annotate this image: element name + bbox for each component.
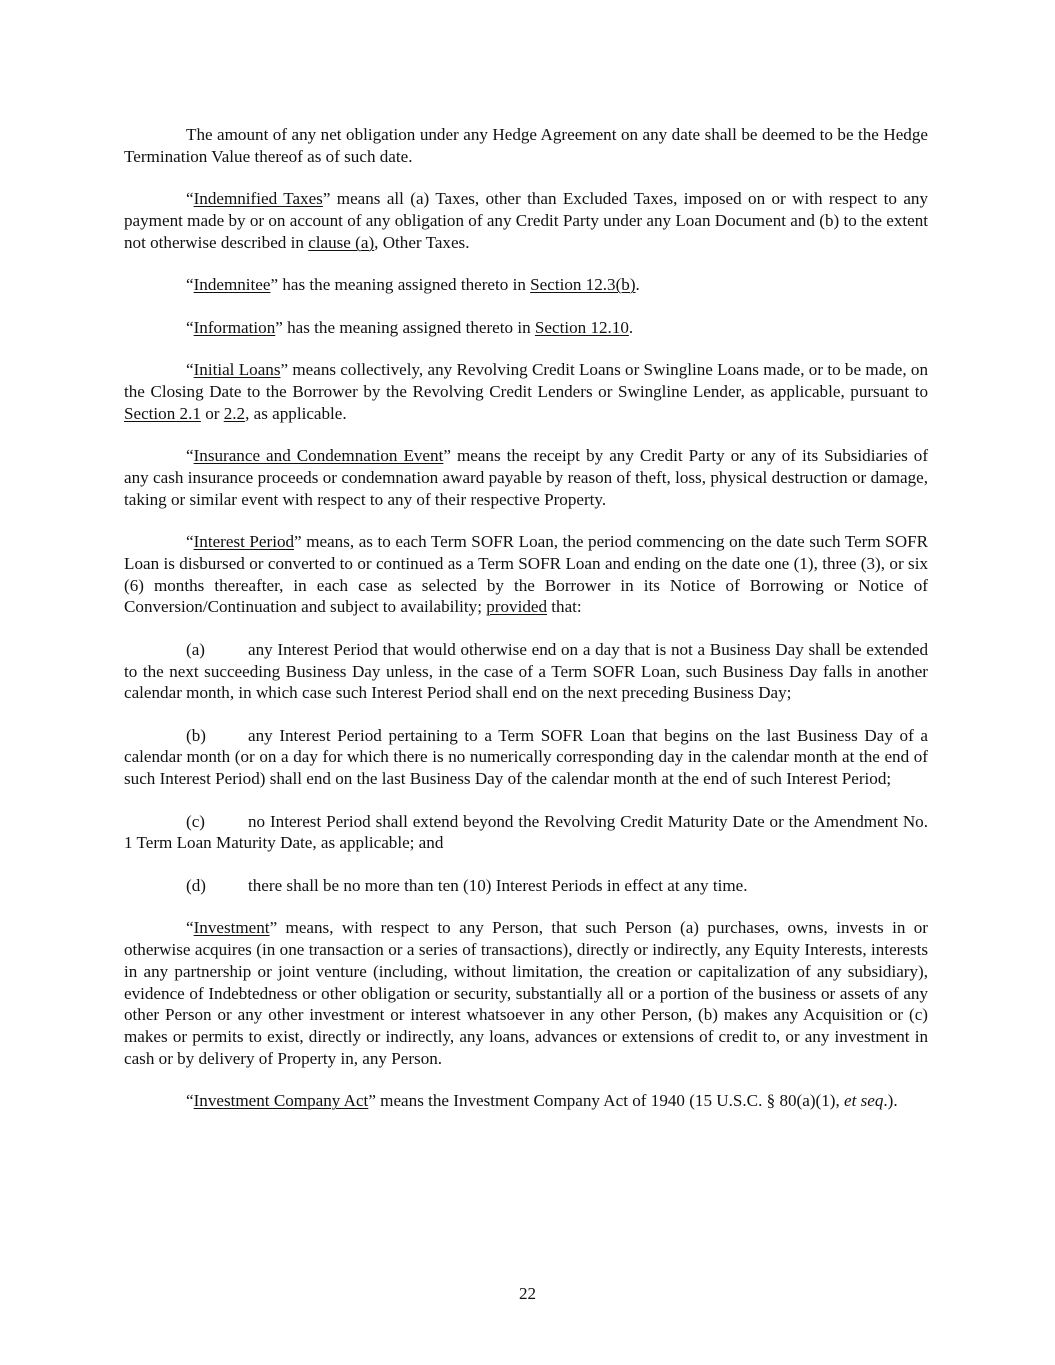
defined-term: Initial Loans — [193, 359, 281, 379]
clause-d — [124, 875, 928, 897]
definition-text: that: — [547, 597, 582, 617]
defined-term: Indemnitee — [193, 275, 271, 295]
definition-text: ” means the receipt by any Credit Party or any of its Subsidiaries of any cash insurance proceeds or condemnation award payable by reason of theft, loss, physical destruction or damage, taking or similar event with respect to any of their respective Property. — [124, 445, 929, 509]
clause-b — [124, 725, 928, 790]
open-quote: “ — [186, 1091, 194, 1111]
definition-indemnified-taxes — [124, 188, 928, 253]
open-quote: “ — [186, 359, 194, 379]
open-quote: “ — [186, 445, 194, 465]
definition-text: ” means collectively, any Revolving Credit Loans or Swingline Loans made, or to be made, on the Closing Date to the Borrower by the Revolving Credit Lenders or Swingline Lender, as applicable, pursuant to — [124, 359, 929, 401]
definition-text: , as applicable. — [245, 403, 347, 423]
page-number: 22 — [518, 1284, 537, 1303]
definition-information — [124, 317, 928, 339]
definition-text: ” means, as to each Term SOFR Loan, the period commencing on the date such Term SOFR Loan is disbursed or converted to or continued as a Term SOFR Loan and ending on the date one (1), three (3), or six (6) months thereafter, in each case as selected by the Borrower in its Notice of Borrowing or Notice of Conversion/Continuation and subject to availability; — [124, 531, 928, 617]
clause-a — [124, 639, 928, 704]
definition-text: ” means all (a) Taxes, other than Excluded Taxes, imposed on or with respect to any payment made by or on account of any obligation of any Credit Party under any Loan Document and (b) to the extent not otherwise described in — [124, 189, 928, 252]
definition-text: ” has the meaning assigned thereto in — [270, 275, 531, 295]
clause-text: there shall be no more than ten (10) Interest Periods in effect at any time. — [248, 875, 748, 895]
defined-term: Investment — [193, 918, 270, 938]
definition-text: . — [628, 317, 634, 337]
cross-reference: Section 2.1 — [124, 403, 201, 423]
defined-term: Indemnified Taxes — [193, 189, 323, 209]
definition-text: , Other Taxes. — [374, 232, 470, 252]
clause-label: (c) — [186, 811, 205, 831]
paragraph-hedge-termination — [124, 124, 928, 168]
clause-label: (d) — [186, 875, 206, 895]
definition-text: . — [635, 275, 640, 295]
defined-term: Interest Period — [193, 531, 295, 551]
open-quote: “ — [186, 275, 194, 295]
open-quote: “ — [186, 918, 194, 938]
definition-text: or — [200, 403, 224, 423]
cross-reference: Section 12.10 — [534, 317, 629, 337]
proviso: provided — [486, 597, 548, 617]
definition-investment-company-act — [124, 1090, 928, 1112]
definition-insurance-condemnation-event — [124, 445, 928, 510]
definition-text: .). — [883, 1091, 898, 1111]
open-quote: “ — [186, 531, 194, 551]
clause-text: any Interest Period pertaining to a Term SOFR Loan that begins on the last Business Day of a calendar month (or on a day for which there is no numerically corresponding day in the calendar month at the end of such Interest Period) shall end on the last Business Day of the calendar month at the end of such Interest Period; — [124, 725, 928, 789]
defined-term: Insurance and Condemnation Event — [193, 445, 444, 465]
definition-text: ” has the meaning assigned thereto in — [275, 317, 535, 337]
definition-investment — [124, 917, 928, 1070]
definition-text: ” means the Investment Company Act of 1940 (15 U.S.C. § 80(a)(1), — [368, 1091, 844, 1111]
clause-label: (a) — [186, 639, 205, 659]
clause-text: no Interest Period shall extend beyond the Revolving Credit Maturity Date or the Amendment No. 1 Term Loan Maturity Date, as applicable; and — [124, 811, 928, 853]
cross-reference: clause (a) — [308, 232, 375, 252]
defined-term: Investment Company Act — [193, 1091, 369, 1111]
definition-text: ” means, with respect to any Person, that such Person (a) purchases, owns, invests in or otherwise acquires (in one transaction or a series of transactions), directly or indirectly, any Equity Interests, interests in any partnership or joint venture (including, without limitation, the creation or capitalization of any subsidiary), evidence of Indebtedness or other obligation or security, substantially all or a portion of the business or assets of any other Person or any other investment or interest whatsoever in any other Person, (b) makes any Acquisition or (c) makes or permits to exist, directly or indirectly, any loans, advances or extensions of credit to, or any investment in cash or by delivery of Property in, any Person. — [124, 918, 928, 1069]
definition-indemnitee — [124, 274, 928, 296]
cross-reference: Section 12.3(b) — [530, 275, 636, 295]
defined-term: Information — [193, 317, 276, 337]
paragraph-text: The amount of any net obligation under any Hedge Agreement on any date shall be deemed to be the Hedge Termination Value thereof as of such date. — [124, 125, 928, 166]
definition-interest-period — [124, 531, 928, 618]
clause-label: (b) — [186, 725, 206, 745]
definition-initial-loans — [124, 359, 928, 424]
open-quote: “ — [186, 189, 194, 209]
open-quote: “ — [186, 317, 194, 337]
clause-text: any Interest Period that would otherwise end on a day that is not a Business Day shall be extended to the next succeeding Business Day unless, in the case of a Term SOFR Loan, such Business Day falls in another calendar month, in which case such Interest Period shall end on the next preceding Business Day; — [124, 639, 928, 703]
clause-c — [124, 811, 928, 855]
italic-latin: et seq — [844, 1091, 884, 1111]
cross-reference: 2.2 — [223, 403, 246, 423]
